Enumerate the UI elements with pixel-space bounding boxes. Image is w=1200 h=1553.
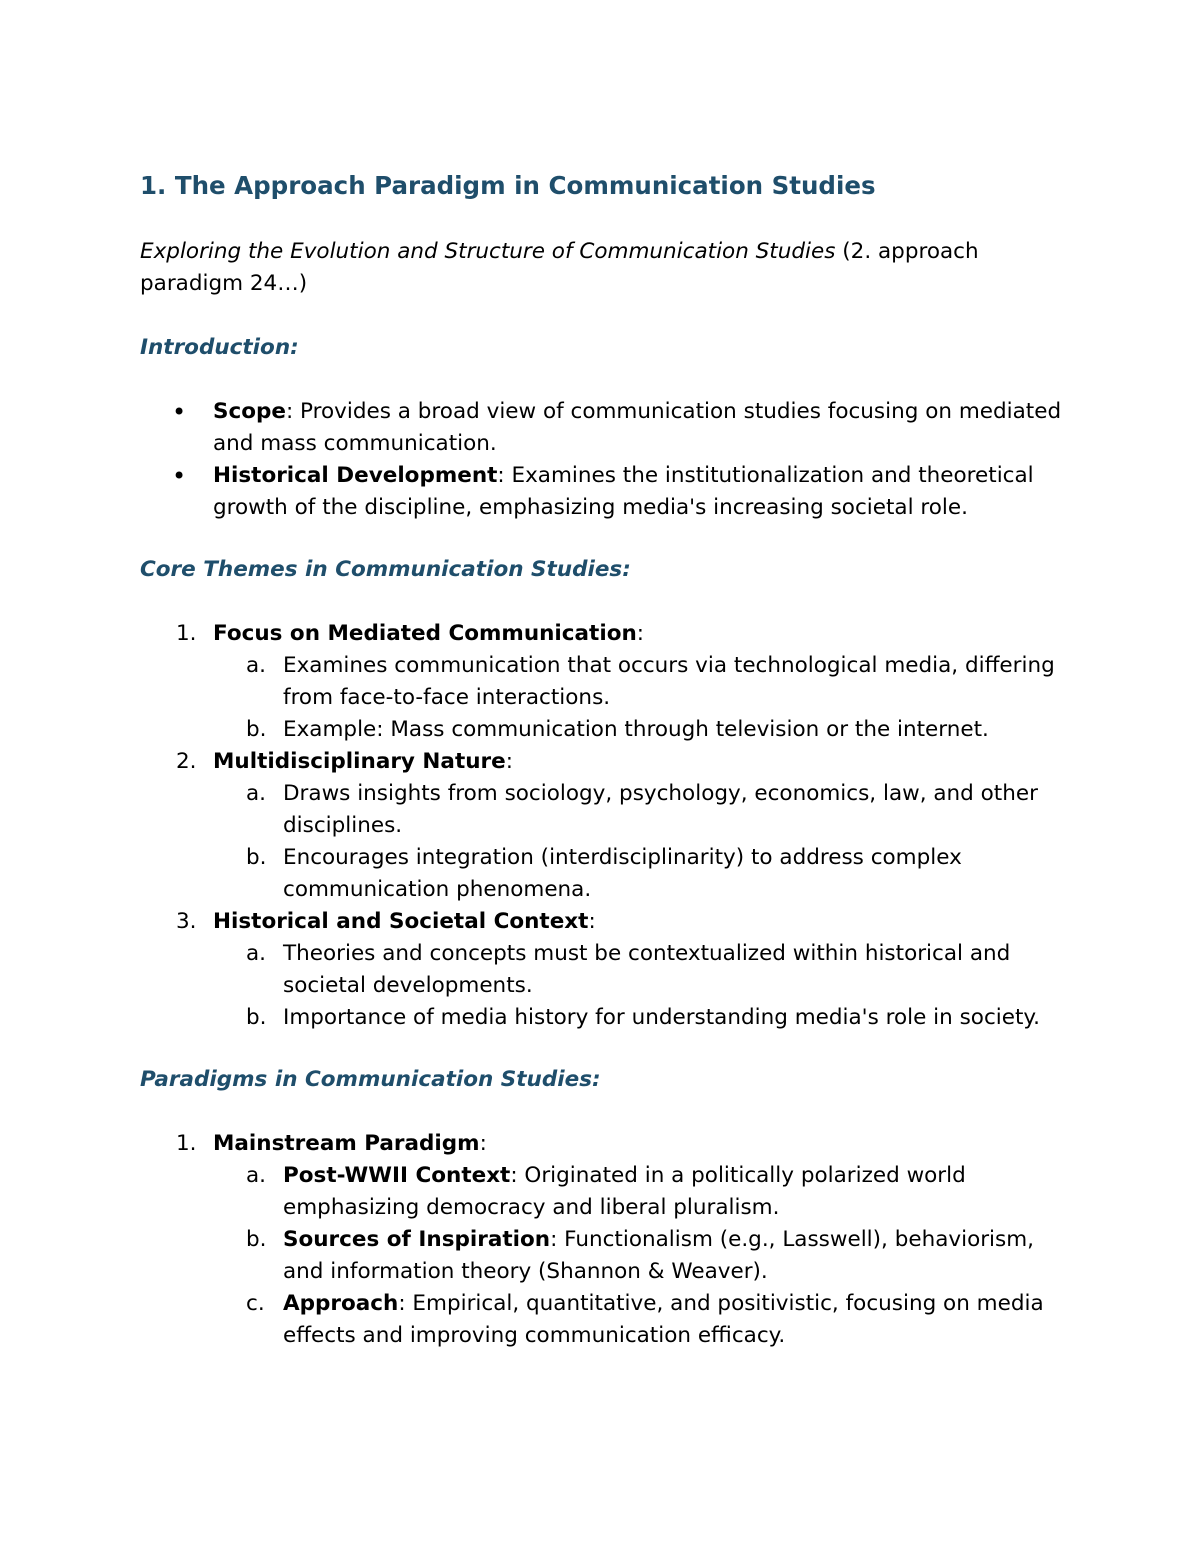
sub-item-letter: b.	[246, 845, 267, 870]
sub-list	[143, 650, 1070, 746]
introduction-heading: Introduction:	[140, 335, 299, 360]
sub-item-letter: b.	[246, 1005, 267, 1030]
sub-list-item	[213, 842, 1070, 906]
sub-list-item	[213, 778, 1070, 842]
list-item	[140, 460, 1070, 524]
core-themes-list	[140, 618, 1070, 1034]
list-item	[140, 906, 1070, 1034]
sub-item-letter: b.	[246, 1227, 267, 1252]
sub-item-letter: b.	[246, 717, 267, 742]
sub-item-text: Draws insights from sociology, psychology, economics, law, and other disciplines.	[283, 781, 1038, 838]
item-text: : Provides a broad view of communication studies focusing on mediated and mass communication.	[213, 399, 1062, 456]
sub-list-item	[213, 714, 1070, 746]
sub-item-term: Post-WWII Context	[283, 1163, 511, 1188]
sub-item-letter: a.	[246, 653, 267, 678]
sub-item-text: : Functionalism (e.g., Lasswell), behaviorism, and information theory (Shannon & Weaver).	[283, 1227, 1035, 1284]
item-term: Focus on Mediated Communication	[213, 621, 637, 646]
sub-list-item	[213, 650, 1070, 714]
item-tail: :	[636, 621, 645, 646]
list-item	[140, 746, 1070, 906]
item-tail: :	[588, 909, 596, 934]
item-term: Historical Development	[213, 463, 498, 488]
sub-item-letter: a.	[246, 781, 267, 806]
sub-list-item	[213, 938, 1070, 1002]
core-themes-heading: Core Themes in Communication Studies:	[140, 557, 631, 582]
sub-item-text: Example: Mass communication through television or the internet.	[283, 717, 989, 742]
sub-item-text: Importance of media history for understanding media's role in society.	[283, 1005, 1040, 1030]
subtitle	[140, 236, 1070, 300]
sub-list-item	[213, 1288, 1070, 1352]
sub-list	[143, 1160, 1070, 1352]
item-term: Historical and Societal Context	[213, 909, 589, 934]
document-page	[140, 166, 1070, 1352]
list-item	[140, 396, 1070, 460]
list-item	[140, 618, 1070, 746]
sub-item-text: : Originated in a politically polarized world emphasizing democracy and liberal pluralism.	[283, 1163, 966, 1220]
introduction-list	[140, 396, 1070, 524]
sub-item-term: Sources of Inspiration	[283, 1227, 551, 1252]
sub-list-item	[213, 1002, 1070, 1034]
list-item	[140, 1128, 1070, 1352]
item-tail: :	[479, 1131, 487, 1156]
sub-item-text: Encourages integration (interdisciplinarity) to address complex communication phenomena.	[283, 845, 962, 902]
subtitle-italic: Exploring the Evolution and Structure of Communication Studies	[140, 239, 836, 264]
document-title: 1. The Approach Paradigm in Communication Studies	[140, 171, 876, 200]
item-number: 3.	[176, 909, 197, 934]
item-term: Scope	[213, 399, 286, 424]
bullet-icon: •	[172, 462, 187, 490]
item-text: : Examines the institutionalization and theoretical growth of the discipline, emphasizing media's increasing societal role.	[213, 463, 1034, 520]
sub-item-text: Examines communication that occurs via technological media, differing from face-to-face interactions.	[283, 653, 1055, 710]
sub-list	[143, 938, 1070, 1034]
bullet-icon: •	[172, 398, 187, 426]
item-number: 1.	[176, 1131, 197, 1156]
sub-item-letter: a.	[246, 941, 267, 966]
item-number: 2.	[176, 749, 197, 774]
paradigms-list	[140, 1128, 1070, 1352]
sub-item-term: Approach	[283, 1291, 399, 1316]
item-term: Mainstream Paradigm	[213, 1131, 480, 1156]
sub-list-item	[213, 1224, 1070, 1288]
sub-item-text: : Empirical, quantitative, and positivistic, focusing on media effects and improving communication efficacy.	[283, 1291, 1044, 1348]
sub-list-item	[213, 1160, 1070, 1224]
subtitle-reference: (2. approach paradigm 24…)	[140, 239, 979, 296]
item-number: 1.	[176, 621, 197, 646]
sub-item-text: Theories and concepts must be contextualized within historical and societal developments.	[283, 941, 1011, 998]
item-tail: :	[505, 749, 513, 774]
paradigms-heading: Paradigms in Communication Studies:	[140, 1067, 601, 1092]
item-term: Multidisciplinary Nature	[213, 749, 506, 774]
sub-list	[143, 778, 1070, 906]
sub-item-letter: a.	[246, 1163, 267, 1188]
sub-item-letter: c.	[246, 1291, 265, 1316]
